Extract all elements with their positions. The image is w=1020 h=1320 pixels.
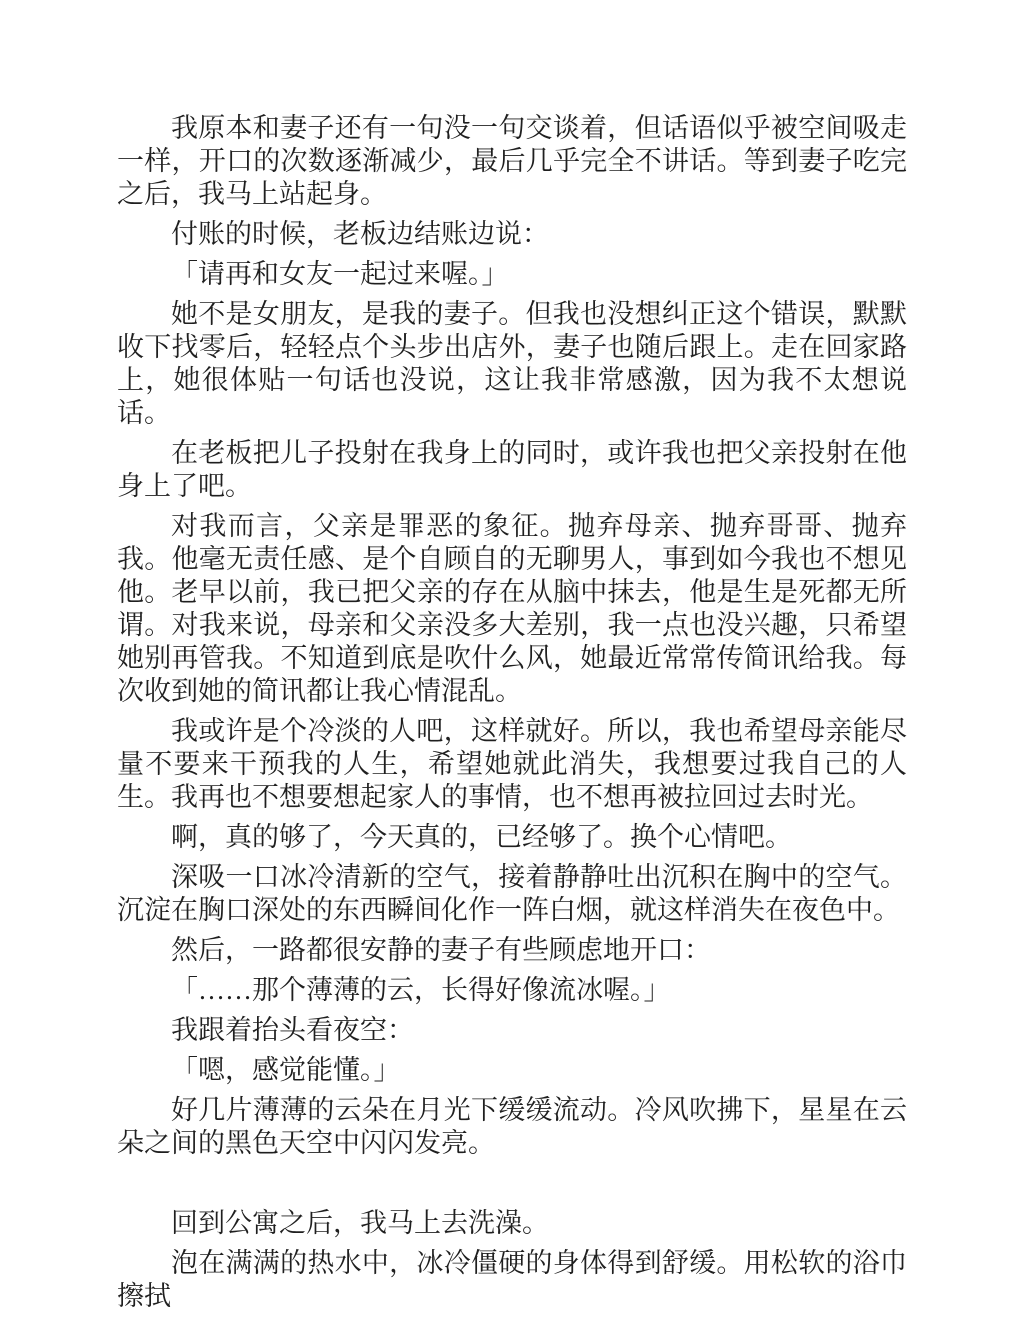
paragraph-11-dialogue: 「……那个薄薄的云，长得好像流冰喔。」 [171,975,671,1005]
paragraph-13-dialogue: 「嗯，感觉能懂。」 [171,1055,401,1085]
paragraph-8: 啊，真的够了，今天真的，已经够了。换个心情吧。 [171,822,792,852]
scene-break-spacer [117,1167,907,1200]
paragraph-12: 我跟着抬头看夜空： [171,1015,414,1045]
paragraph-15: 回到公寓之后，我马上去洗澡。 [171,1208,549,1238]
paragraph-16: 泡在满满的热水中，冰冷僵硬的身体得到舒缓。用松软的浴巾擦拭 [117,1248,907,1311]
paragraph-10: 然后，一路都很安静的妻子有些顾虑地开口： [171,935,711,965]
paragraph-5: 在老板把儿子投射在我身上的同时，或许我也把父亲投射在他身上了吧。 [117,438,907,501]
paragraph-14: 好几片薄薄的云朵在月光下缓缓流动。冷风吹拂下，星星在云朵之间的黑色天空中闪闪发亮。 [117,1095,907,1158]
paragraph-4: 她不是女朋友，是我的妻子。但我也没想纠正这个错误，默默收下找零后，轻轻点个头步出店外，妻子也随后跟上。走在回家路上，她很体贴一句话也没说，这让我非常感激，因为我不太想说话。 [117,299,907,428]
paragraph-7: 我或许是个冷淡的人吧，这样就好。所以，我也希望母亲能尽量不要来干预我的人生，希望她就此消失，我想要过我自己的人生。我再也不想要想起家人的事情，也不想再被拉回过去时光。 [117,716,907,812]
paragraph-6: 对我而言，父亲是罪恶的象征。抛弃母亲、抛弃哥哥、抛弃我。他毫无责任感、是个自顾自的无聊男人，事到如今我也不想见他。老早以前，我已把父亲的存在从脑中抹去，他是生是死都无所谓。对我来说，母亲和父亲没多大差别，我一点也没兴趣，只希望她别再管我。不知道到底是吹什么风，她最近常常传简讯给我。每次收到她的简讯都让我心情混乱。 [117,511,907,706]
paragraph-9: 深吸一口冰冷清新的空气，接着静静吐出沉积在胸中的空气。沉淀在胸口深处的东西瞬间化作一阵白烟，就这样消失在夜色中。 [117,862,907,925]
paragraph-3-dialogue: 「请再和女友一起过来喔。」 [171,259,509,289]
paragraph-2: 付账的时候，老板边结账边说： [171,219,549,249]
page-text-block [117,112,907,1320]
paragraph-1: 我原本和妻子还有一句没一句交谈着，但话语似乎被空间吸走一样，开口的次数逐渐减少，最后几乎完全不讲话。等到妻子吃完之后，我马上站起身。 [117,113,907,209]
